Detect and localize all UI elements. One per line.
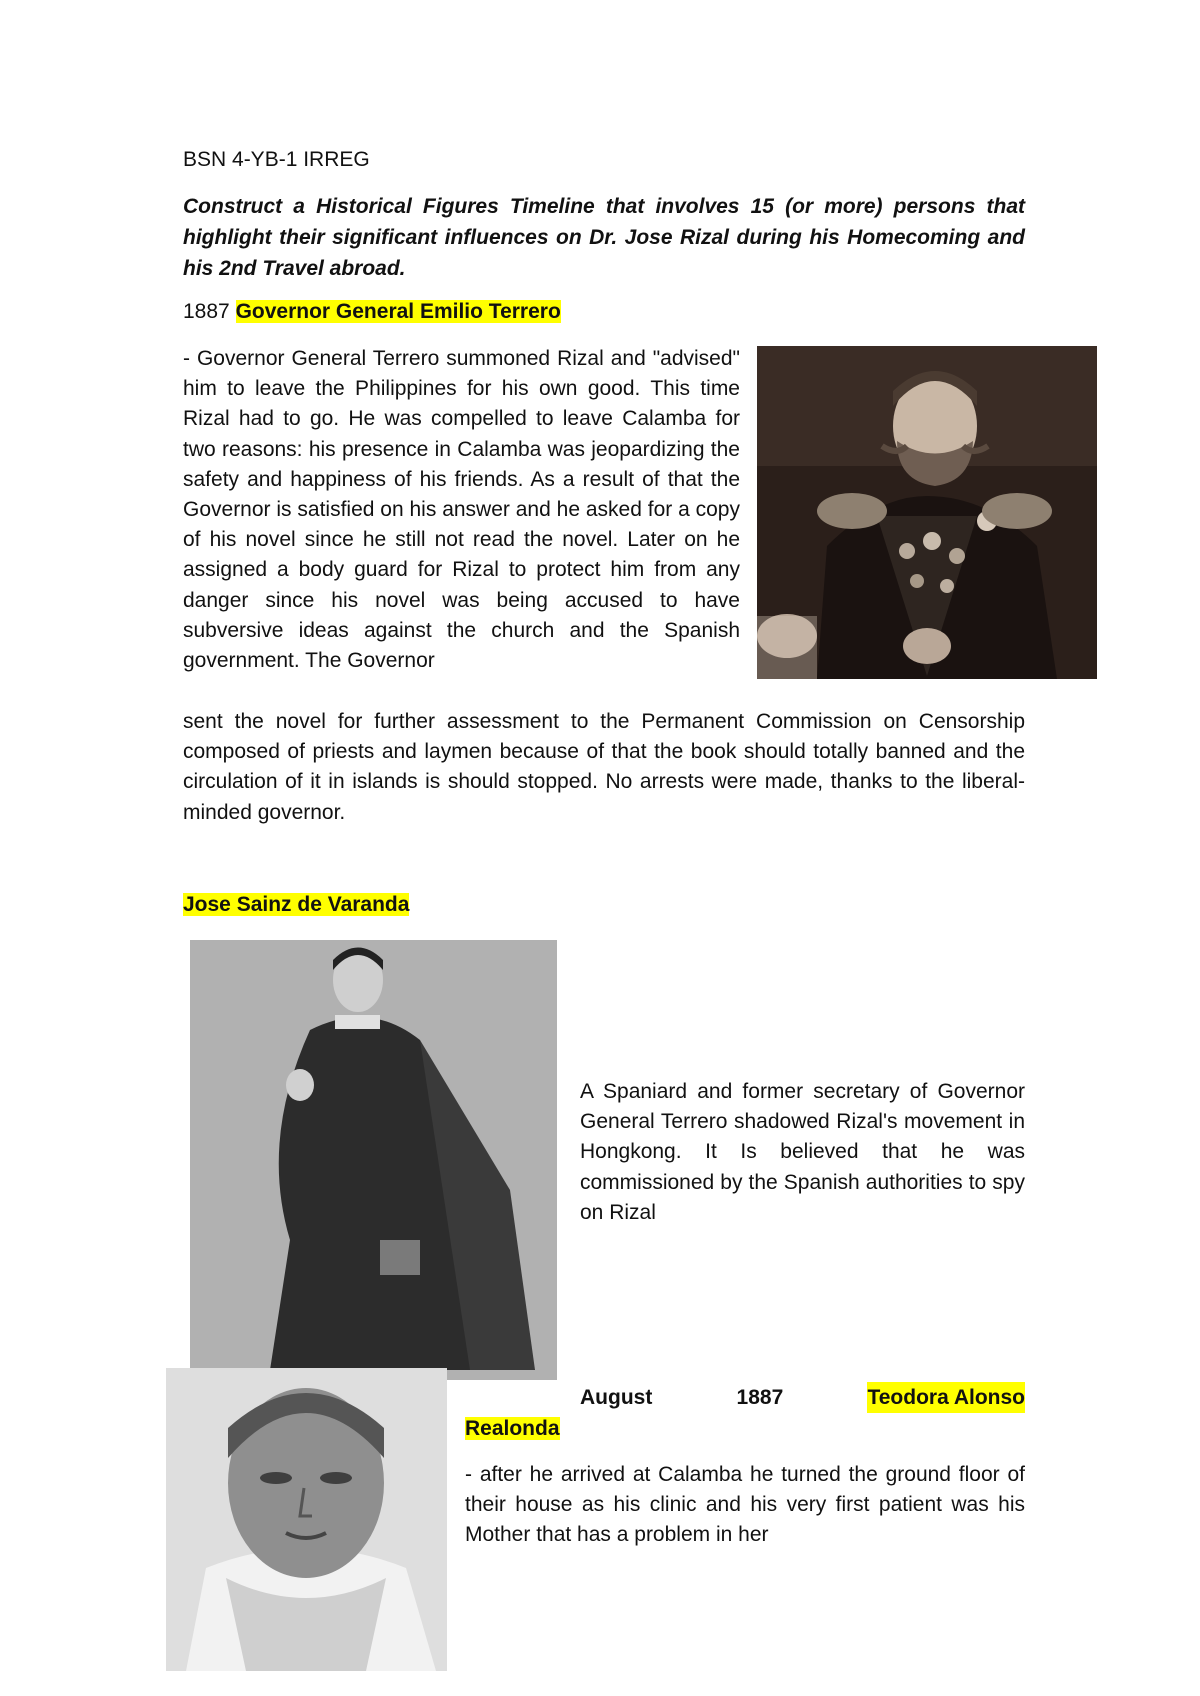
- entry-name-first: Teodora Alonso: [867, 1382, 1025, 1413]
- teodora-portrait: [166, 1368, 447, 1671]
- entry-month: August: [580, 1386, 653, 1409]
- varanda-portrait: [190, 940, 557, 1380]
- entry-heading-varanda: [183, 893, 409, 917]
- entry-text-teodora: - after he arrived at Calamba he turned the ground floor of their house as his clinic and his very first patient was his Mother that has a problem in her: [465, 1463, 1025, 1547]
- entry-year: 1887: [183, 300, 230, 323]
- entry-heading-teodora: [465, 1382, 1025, 1444]
- entry-text-terrero-part1: - Governor General Terrero summoned Rizal and "advised" him to leave the Philippines for his own good. This time Rizal had to go. He was compelled to leave Calamba for two reasons: his presence in Calamba was jeopardizing the safety and happiness of his friends. As a result of that the Governor is satisfied on his answer and he asked for a copy of his novel since he still not read the novel. Later on he assigned a body guard for Rizal to protect him from any danger since his novel was being accused to have subversive ideas against the church and the Spanish government. The Governor: [183, 347, 740, 673]
- entry-heading-line: [465, 1382, 1025, 1413]
- entry-name: Governor General Emilio Terrero: [235, 300, 561, 323]
- entry-text-varanda: A Spaniard and former secretary of Governor General Terrero shadowed Rizal's movement in Hongkong. It Is believed that he was commissioned by the Spanish authorities to spy on Rizal: [580, 1080, 1025, 1224]
- course-code: BSN 4-YB-1 IRREG: [183, 148, 370, 171]
- entry-text-terrero-part2: sent the novel for further assessment to the Permanent Commission on Censorship composed of priests and laymen because of that the book should totally banned and the circulation of it in islands is should stopped. No arrests were made, thanks to the liberal-minded governor.: [183, 710, 1025, 824]
- entry-year: 1887: [736, 1386, 784, 1409]
- entry-name: Jose Sainz de Varanda: [183, 893, 410, 916]
- assignment-prompt: Construct a Historical Figures Timeline that involves 15 (or more) persons that highlight their significant influences on Dr. Jose Rizal during his Homecoming and his 2nd Travel abroad.: [183, 195, 1025, 280]
- entry-name-last: Realonda: [465, 1417, 560, 1440]
- entry-heading-terrero: [183, 300, 561, 324]
- portrait-photo-icon: [166, 1368, 447, 1671]
- portrait-photo-icon: [190, 940, 557, 1380]
- portrait-photo-icon: [757, 346, 1097, 679]
- terrero-portrait: [757, 346, 1097, 679]
